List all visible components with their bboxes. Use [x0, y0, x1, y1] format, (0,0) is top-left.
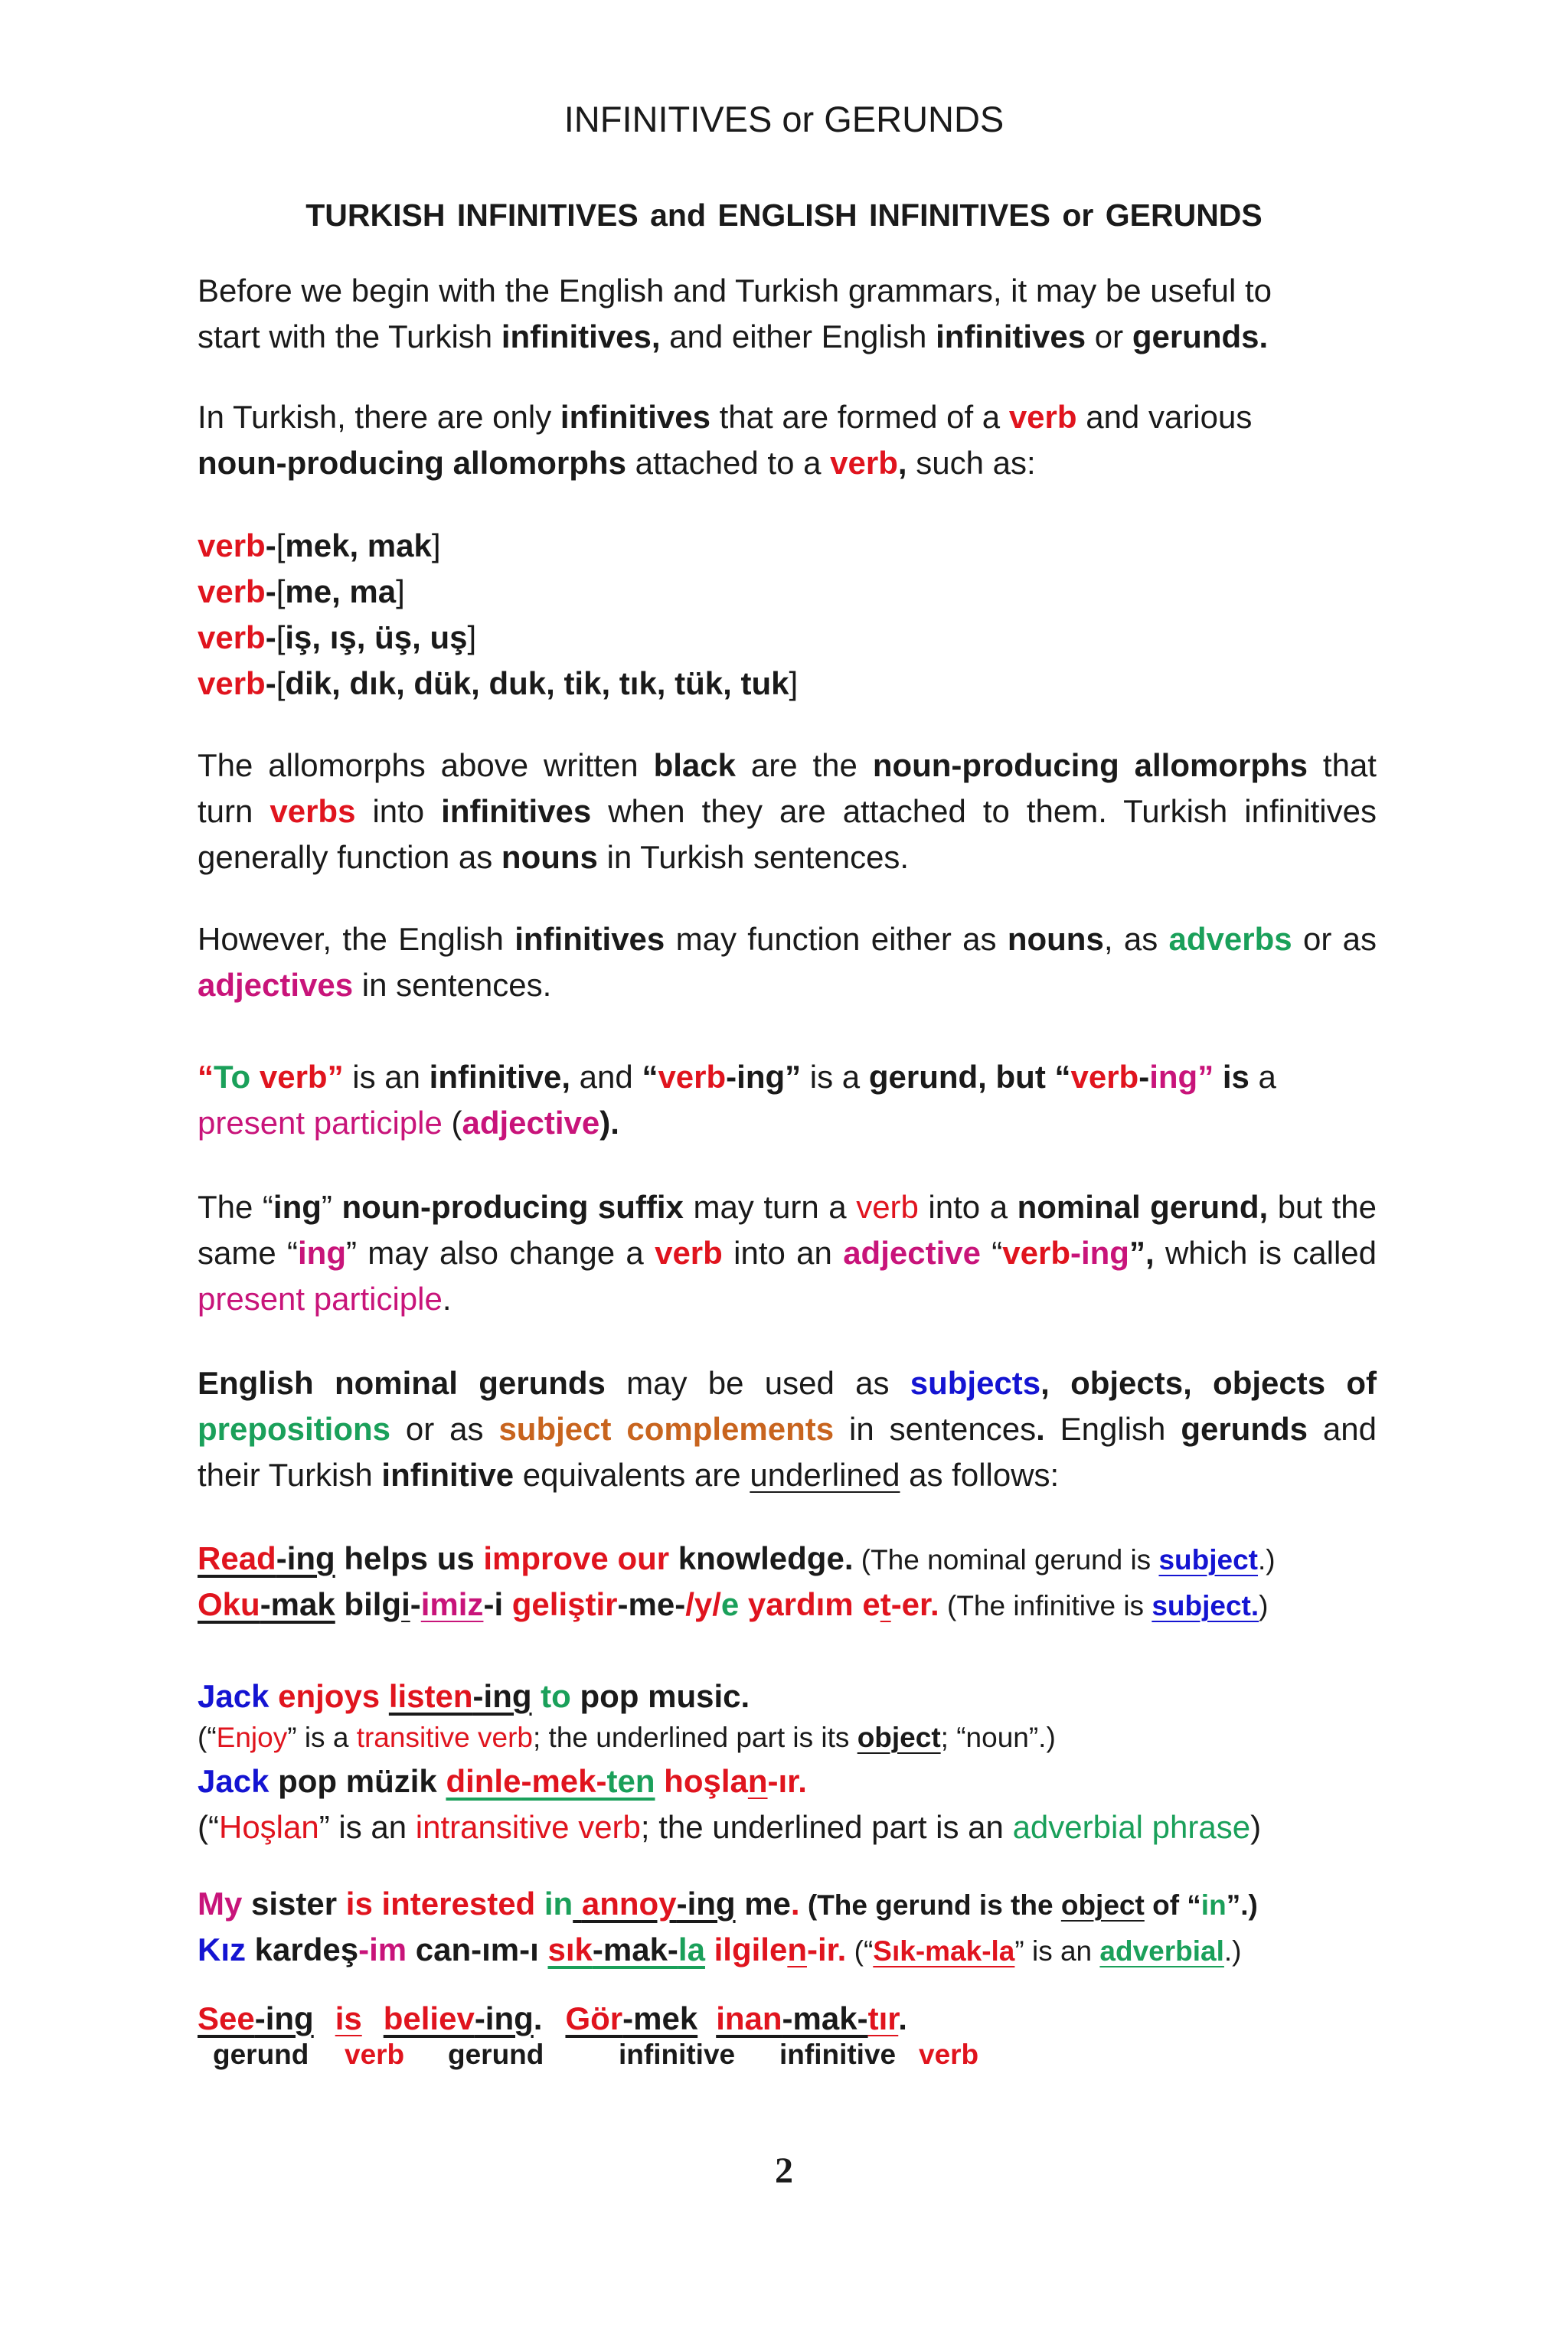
page-header: INFINITIVES or GERUNDS [564, 99, 1004, 139]
example-2-turkish: Jack pop müzik dinle-mek-ten hoşlan-ır. [198, 1763, 807, 1799]
allomorph-line-4: verb-[dik, dık, dük, duk, tik, tık, tük, tuk] [198, 665, 799, 701]
example-3-turkish: Kız kardeş-im can-ım-ı sık-mak-la ilgilen-ir. (“Sık-mak-la” is an adverbial.) [198, 1931, 1242, 1967]
example-2-english: Jack enjoys listen-ing to pop music. [198, 1678, 750, 1714]
label-verb-2: verb [919, 2039, 979, 2070]
example-1-turkish: Oku-mak bilgi-imiz-i geliştir-me-/y/e yardım et-er. (The infinitive is subject.) [198, 1586, 1269, 1622]
nominal-gerunds-paragraph: English nominal gerunds may be used as subjects, objects, objects of prepositions or as subject complements in sentences. English gerunds and their Turkish infinitive equivalents are underlined as follows: [198, 1365, 1377, 1493]
label-infinitive-1: infinitive [619, 2039, 736, 2070]
ing-suffix-paragraph: The “ing” noun-producing suffix may turn a verb into a nominal gerund, but the same “ing” may also change a verb into an adjective “verb-ing”, which is called present participle. [198, 1189, 1377, 1317]
allomorph-line-1: verb-[mek, mak] [198, 527, 441, 563]
label-gerund-2: gerund [448, 2039, 544, 2070]
example-2-note: (“Enjoy” is a transitive verb; the underlined part is its object; “noun”.) [198, 1722, 1056, 1753]
label-infinitive-2: infinitive [779, 2039, 897, 2070]
allomorph-explanation-paragraph: The allomorphs above written black are the noun-producing allomorphs that turn verbs into infinitives when they are attached to them. Turkish infinitives generally function as nouns in Turkish sentences. [198, 747, 1377, 875]
intro-paragraph: Before we begin with the English and Turkish grammars, it may be useful to start with the Turkish infinitives, and either English infinitives or gerunds. [198, 273, 1272, 354]
section-heading: TURKISH INFINITIVES and ENGLISH INFINITIVES or GERUNDS [305, 198, 1263, 233]
page-number: 2 [775, 2150, 793, 2191]
label-verb-1: verb [345, 2039, 405, 2070]
english-infinitives-paragraph: However, the English infinitives may function either as nouns, as adverbs or as adjectives in sentences. [198, 921, 1377, 1003]
allomorph-line-3: verb-[iş, ış, üş, uş] [198, 619, 477, 655]
label-gerund-1: gerund [213, 2039, 309, 2070]
turkish-infinitives-paragraph: In Turkish, there are only infinitives that are formed of a verb and various noun-producing allomorphs attached to a verb, such as: [198, 399, 1253, 481]
example-1-english: Read-ing helps us improve our knowledge. (The nominal gerund is subject.) [198, 1540, 1276, 1576]
example-2-turkish-note: (“Hoşlan” is an intransitive verb; the underlined part is an adverbial phrase) [198, 1809, 1262, 1845]
example-3-english: My sister is interested in annoy-ing me. (The gerund is the object of “in”.) [198, 1886, 1258, 1922]
allomorph-line-2: verb-[me, ma] [198, 573, 405, 609]
to-verb-paragraph: “To verb” is an infinitive, and “verb-ing” is a gerund, but “verb-ing” is a present participle (adjective). [198, 1059, 1276, 1141]
example-4: See-ing is believ-ing. Gör-mek inan-mak-tır. [198, 2000, 907, 2036]
